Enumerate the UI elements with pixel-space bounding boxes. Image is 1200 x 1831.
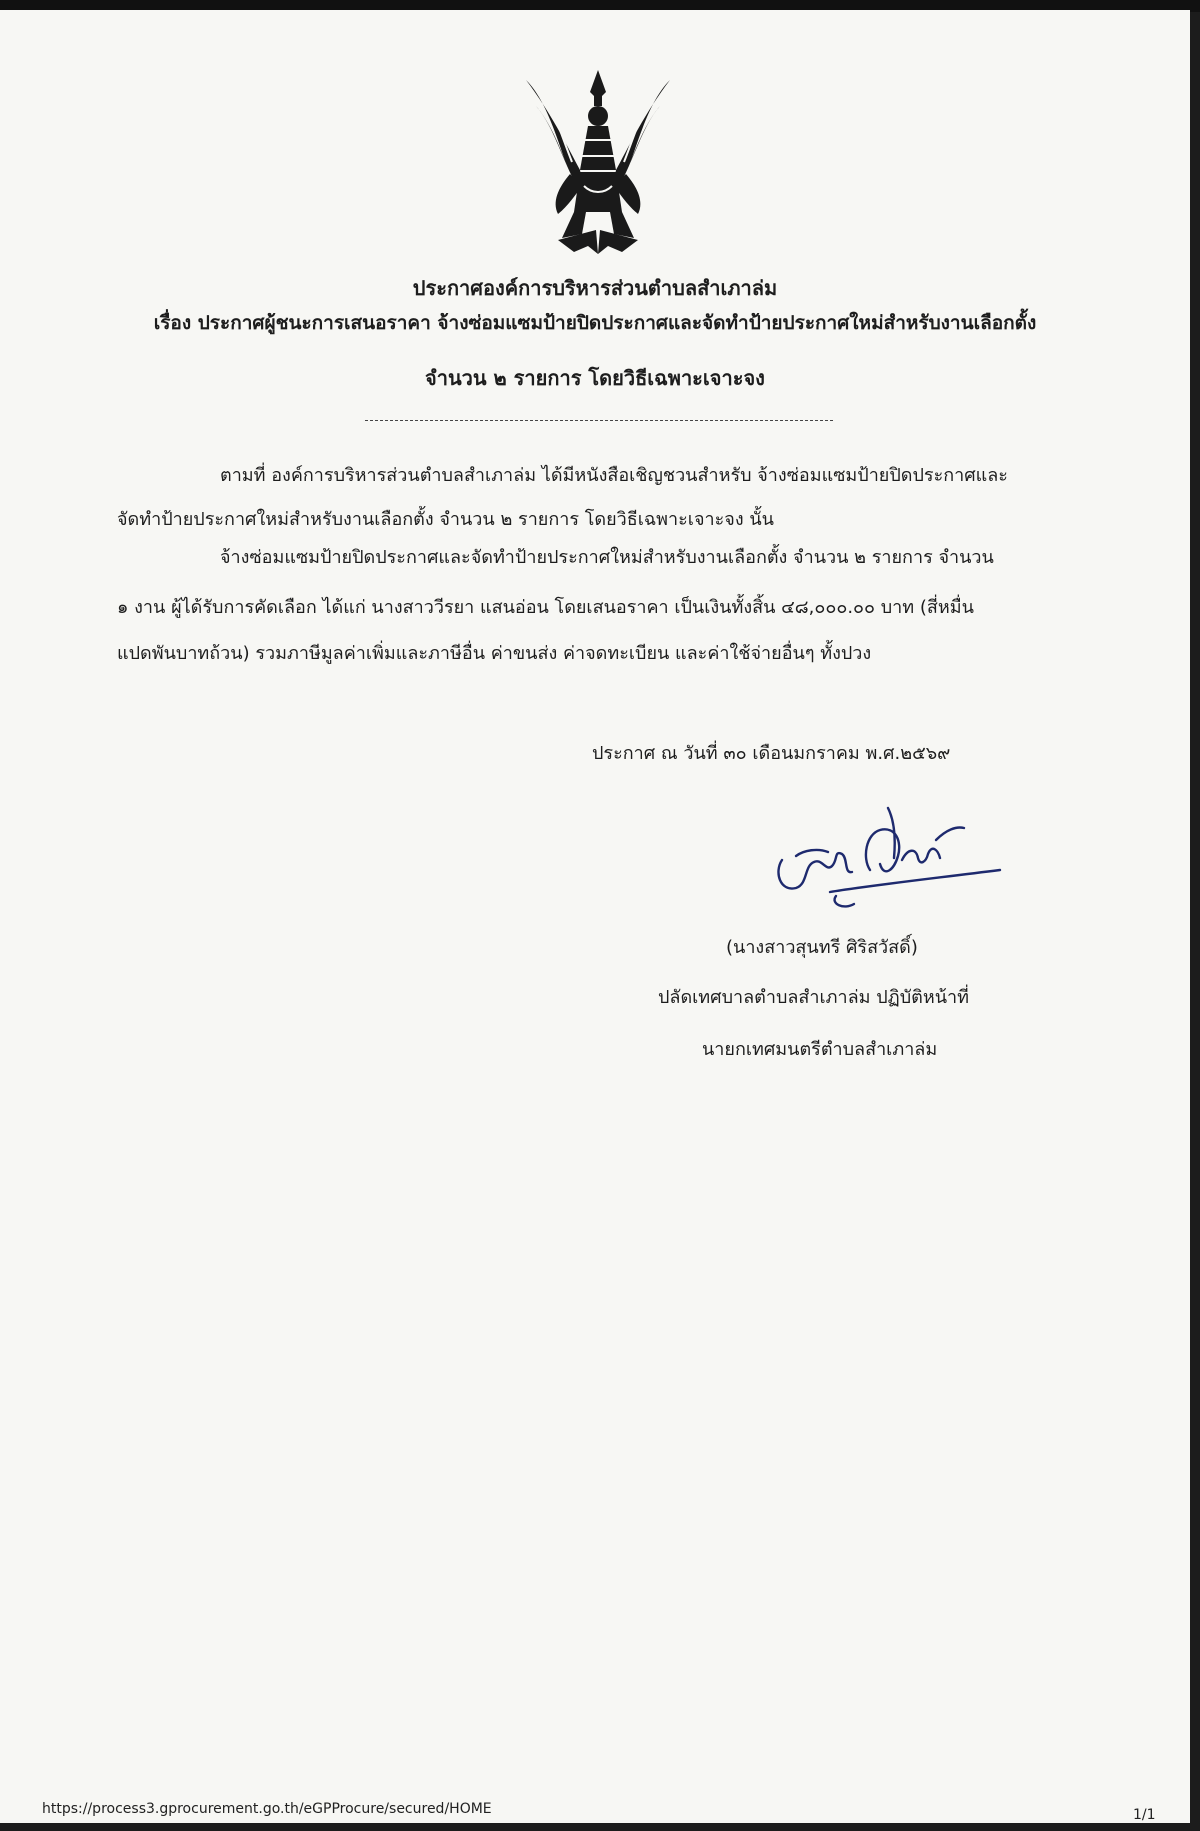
- body-line-4: ๑ งาน ผู้ได้รับการคัดเลือก ได้แก่ นางสาววีรยา แสนอ่อน โดยเสนอราคา เป็นเงินทั้งสิ้น ๔๘,๐๐๐.๐๐ บาท (สี่หมื่น: [117, 597, 974, 618]
- body-line-1: ตามที่ องค์การบริหารส่วนตำบลสำเภาล่ม ได้มีหนังสือเชิญชวนสำหรับ จ้างซ่อมแซมป้ายปิดประกาศและ: [220, 465, 1008, 486]
- body-line-2: จัดทำป้ายประกาศใหม่สำหรับงานเลือกตั้ง จำนวน ๒ รายการ โดยวิธีเฉพาะเจาะจง นั้น: [117, 509, 774, 530]
- body-line-5: แปดพันบาทถ้วน) รวมภาษีมูลค่าเพิ่มและภาษีอื่น ค่าขนส่ง ค่าจดทะเบียน และค่าใช้จ่ายอื่นๆ ทั้งปวง: [117, 643, 872, 664]
- document-title: ประกาศองค์การบริหารส่วนตำบลสำเภาล่ม: [412, 276, 778, 300]
- footer-url: https://process3.gprocurement.go.th/eGPProcure/secured/HOME: [42, 1801, 492, 1817]
- announcement-date: ประกาศ ณ วันที่ ๓๐ เดือนมกราคม พ.ศ.๒๕๖๙: [592, 743, 951, 764]
- signer-position-line-1: ปลัดเทศบาลตำบลสำเภาล่ม ปฏิบัติหน้าที่: [658, 987, 970, 1008]
- body-line-3: จ้างซ่อมแซมป้ายปิดประกาศและจัดทำป้ายประกาศใหม่สำหรับงานเลือกตั้ง จำนวน ๒ รายการ จำนวน: [220, 547, 994, 568]
- document-subject-line-1: เรื่อง ประกาศผู้ชนะการเสนอราคา จ้างซ่อมแซมป้ายปิดประกาศและจัดทำป้ายประกาศใหม่สำหรับงานเลือกตั้ง: [153, 312, 1037, 334]
- document-page: [0, 10, 1190, 1823]
- handwritten-signature: [770, 800, 1020, 920]
- signer-position-line-2: นายกเทศมนตรีตำบลสำเภาล่ม: [702, 1039, 938, 1060]
- title-divider: [365, 420, 833, 421]
- garuda-emblem-icon: [518, 62, 678, 258]
- signer-name: (นางสาวสุนทรี ศิริสวัสดิ์): [726, 937, 918, 958]
- page-number: 1/1: [1133, 1807, 1156, 1823]
- document-subject-line-2: จำนวน ๒ รายการ โดยวิธีเฉพาะเจาะจง: [425, 366, 765, 390]
